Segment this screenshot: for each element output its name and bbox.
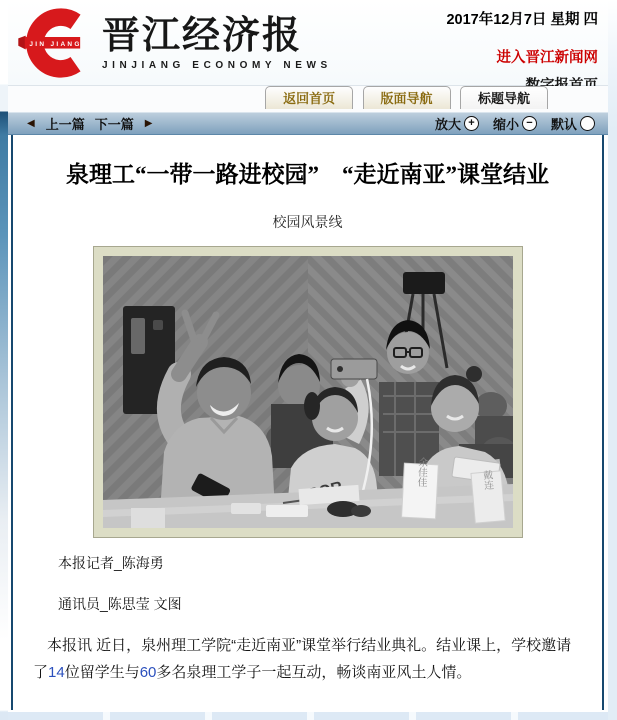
paragraph-num2: 60 xyxy=(139,663,157,681)
name-card-2-text: 戴连 xyxy=(479,469,493,491)
logo-c-icon xyxy=(16,7,100,79)
tab-title-nav[interactable]: 标题导航 xyxy=(460,86,548,109)
article-subtitle: 校园风景线 xyxy=(272,213,343,230)
photo-scene xyxy=(103,256,513,528)
page-main xyxy=(8,0,608,720)
article-paragraph xyxy=(33,632,578,686)
name-card-1 xyxy=(401,455,438,519)
bottom-strip xyxy=(8,712,608,720)
zoom-in-button[interactable] xyxy=(435,114,479,133)
zoom-default-button[interactable] xyxy=(551,114,595,133)
article-title: 泉理工“一带一路进校园” “走近南亚”课堂结业 xyxy=(66,162,549,187)
paragraph-num1: 14 xyxy=(48,663,65,681)
zoom-out-button[interactable] xyxy=(493,114,537,133)
zoom-in-label: 放大 xyxy=(434,117,461,132)
logo-title: 晋江经济报 xyxy=(102,15,303,57)
tab-return-home[interactable]: 返回首页 xyxy=(265,86,353,109)
zoom-out-label: 缩小 xyxy=(492,117,519,132)
zoom-default-label: 默认 xyxy=(550,117,577,132)
navbar-right xyxy=(421,114,595,133)
masthead-right xyxy=(446,8,598,95)
date-text: 2017年12月7日 星期 四 xyxy=(446,12,598,28)
zoom-in-icon: + xyxy=(464,116,479,131)
prev-arrow-icon[interactable]: ◀ xyxy=(27,118,35,129)
logo-banner-text: JIN JIANG xyxy=(29,40,82,48)
navbar-left xyxy=(21,114,158,133)
paragraph-seg3: 多名泉理工学子一起互动，畅谈南亚风土人情。 xyxy=(156,663,472,681)
byline-reporter: 本报记者_陈海勇 xyxy=(58,554,164,571)
link-jinjiang-news[interactable]: 进入晋江新闻网 xyxy=(496,50,598,66)
tab-page-nav[interactable]: 版面导航 xyxy=(363,86,451,109)
article-navbar xyxy=(8,112,608,135)
logo-subtitle: JINJIANG ECONOMY NEWS xyxy=(102,60,332,71)
article-content xyxy=(11,135,604,710)
next-article-link[interactable]: 下一篇 xyxy=(94,117,134,132)
masthead xyxy=(8,0,608,86)
left-margin-strip xyxy=(0,0,8,720)
prev-article-link[interactable]: 上一篇 xyxy=(45,117,85,132)
tab-row xyxy=(8,86,608,112)
zoom-default-icon xyxy=(580,116,595,131)
logo-text xyxy=(102,15,332,71)
paragraph-seg1: 本报讯 近日，泉州理工学院“走近南亚”课堂举行结业典礼。结业课上，学校邀请了 xyxy=(33,636,572,681)
name-card-2 xyxy=(470,467,505,523)
zoom-out-icon: − xyxy=(522,116,537,131)
newspaper-logo[interactable] xyxy=(16,7,332,79)
name-card-1-text: 余佳佳 xyxy=(414,456,427,487)
right-margin-strip xyxy=(608,0,617,720)
paragraph-seg2: 位留学生与 xyxy=(64,663,140,681)
byline-correspondent: 通讯员_陈思莹 文图 xyxy=(58,595,182,612)
next-arrow-icon[interactable]: ▶ xyxy=(144,118,153,129)
article-photo xyxy=(93,246,523,538)
